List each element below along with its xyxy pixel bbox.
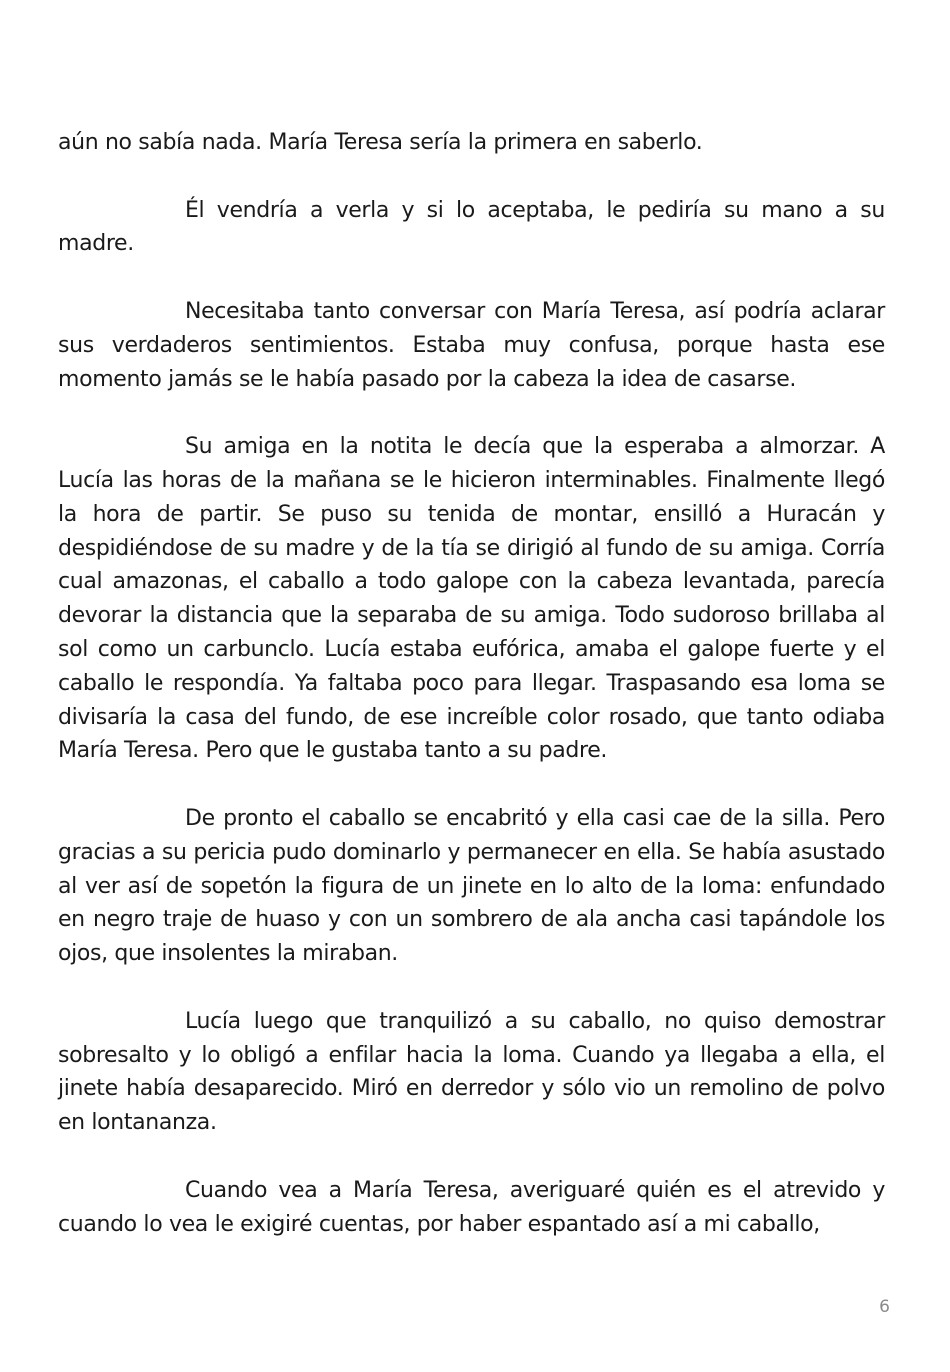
paragraph-6: Lucía luego que tranquilizó a su caballo, no quiso demostrar sobresalto y lo obligó a enfilar hacia la loma. Cuando ya llegaba a ella, el jinete había desaparecido. Miró en derredor y sólo vio un remolino de polvo en lontananza.: [58, 1008, 885, 1136]
paragraph-3: Necesitaba tanto conversar con María Teresa, así podría aclarar sus verdaderos sentimientos. Estaba muy confusa, porque hasta ese momento jamás se le había pasado por la cabeza la idea de casarse.: [58, 298, 885, 392]
page-number: 6: [879, 1297, 890, 1317]
paragraph-1: aún no sabía nada. María Teresa sería la primera en saberlo.: [58, 130, 703, 155]
body-text: [58, 126, 885, 1241]
paragraph-4: Su amiga en la notita le decía que la esperaba a almorzar. A Lucía las horas de la mañana se le hicieron interminables. Finalmente llegó la hora de partir. Se puso su tenida de montar, ensilló a Huracán y despidiéndose de su madre y de la tía se dirigió al fundo de su amiga. Corría cual amazonas, el caballo a todo galope con la cabeza levantada, parecía devorar la distancia que la separaba de su amiga. Todo sudoroso brillaba al sol como un carbunclo. Lucía estaba eufórica, amaba el galope fuerte y el caballo le respondía. Ya faltaba poco para llegar. Traspasando esa loma se divisaría la casa del fundo, de ese increíble color rosado, que tanto odiaba María Teresa. Pero que le gustaba tanto a su padre.: [58, 434, 885, 764]
paragraph-2: Él vendría a verla y si lo aceptaba, le pediría su mano a su madre.: [58, 197, 885, 257]
paragraph-7: Cuando vea a María Teresa, averiguaré quién es el atrevido y cuando lo vea le exigiré cuentas, por haber espantado así a mi caballo,: [58, 1177, 885, 1237]
paragraph-5: De pronto el caballo se encabritó y ella casi cae de la silla. Pero gracias a su pericia pudo dominarlo y permanecer en ella. Se había asustado al ver así de sopetón la figura de un jinete en lo alto de la loma: enfundado en negro traje de huaso y con un sombrero de ala ancha casi tapándole los ojos, que insolentes la miraban.: [58, 805, 885, 967]
